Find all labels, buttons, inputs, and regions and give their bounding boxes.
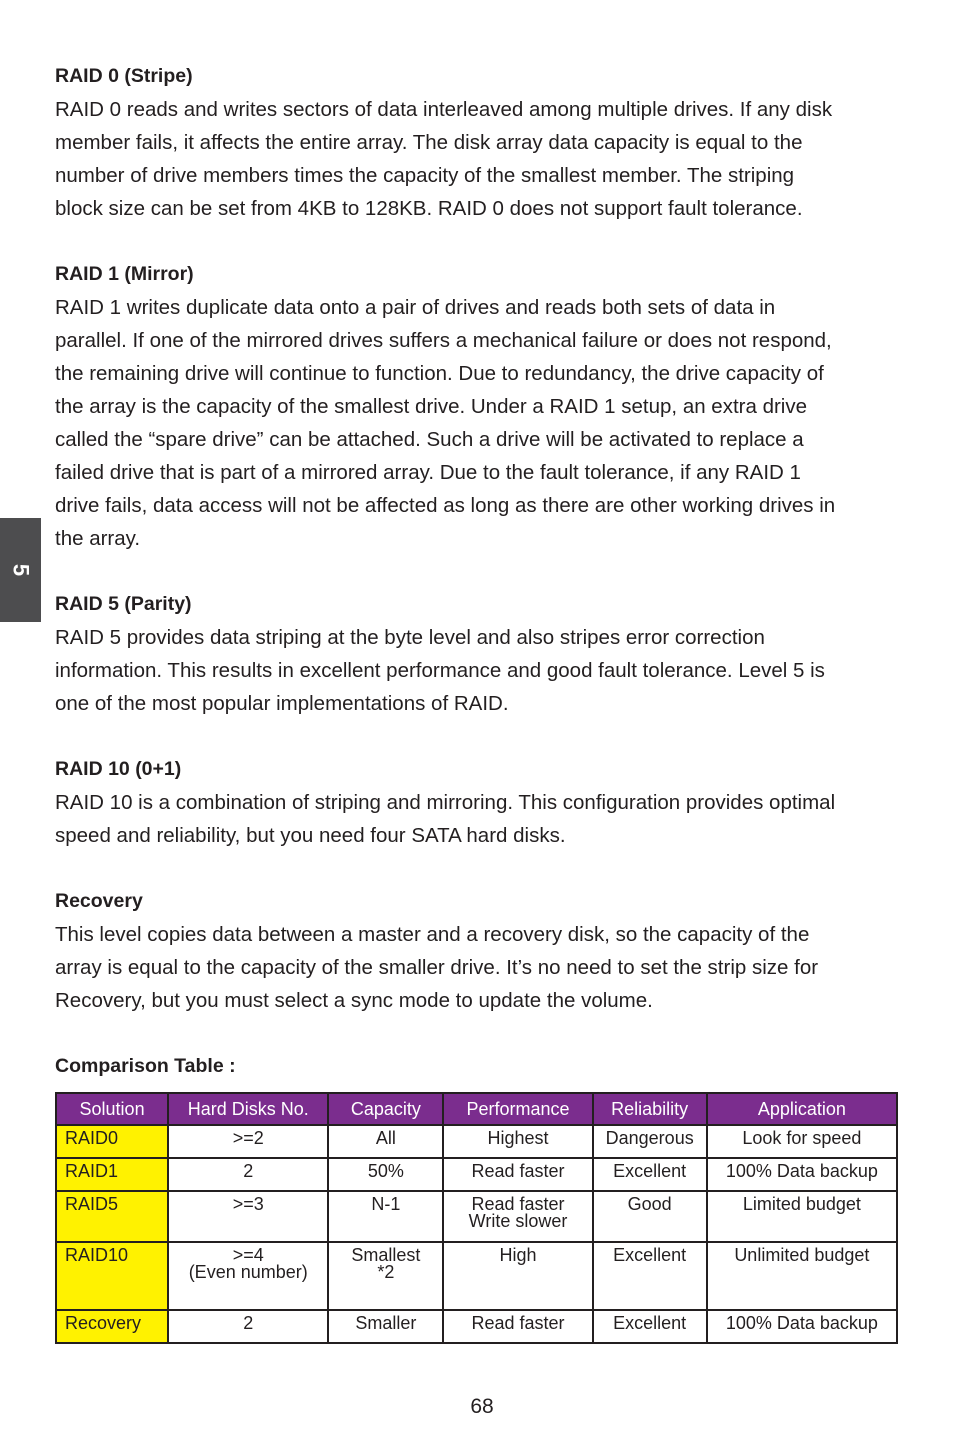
table-row — [56, 1242, 897, 1310]
section-heading: RAID 5 (Parity) — [55, 593, 192, 615]
section-raid5 — [55, 588, 905, 720]
table-row — [56, 1158, 897, 1191]
cell-line: Highest — [487, 1128, 549, 1148]
comparison-table — [55, 1092, 898, 1344]
table-cell — [168, 1125, 328, 1158]
table-cell: Look for speed — [707, 1125, 897, 1158]
section-heading: RAID 1 (Mirror) — [55, 263, 194, 285]
table-cell: Excellent — [593, 1158, 707, 1191]
table-cell: 100% Data backup — [707, 1158, 897, 1191]
table-cell: Excellent — [593, 1310, 707, 1343]
section-heading: RAID 0 (Stripe) — [55, 65, 193, 87]
chapter-tab — [0, 518, 41, 622]
text-line: the remaining drive will continue to function. Due to redundancy, the drive capacity of — [55, 362, 824, 385]
text-line: called the “spare drive” can be attached. Such a drive will be activated to replace a — [55, 428, 804, 451]
section-raid0 — [55, 60, 905, 225]
cell-line: Smallest — [351, 1245, 421, 1265]
table-cell — [328, 1158, 443, 1191]
table-cell: Limited budget — [707, 1191, 897, 1242]
cell-line: >=4 — [232, 1245, 264, 1265]
document-body — [55, 60, 905, 1083]
table-cell — [328, 1310, 443, 1343]
table-cell — [168, 1158, 328, 1191]
solution-cell: RAID5 — [56, 1191, 168, 1242]
text-line: RAID 10 is a combination of striping and mirroring. This configuration provides optimal — [55, 791, 836, 814]
text-line: one of the most popular implementations of RAID. — [55, 692, 509, 715]
text-line: failed drive that is part of a mirrored array. Due to the fault tolerance, if any RAID 1 — [55, 461, 801, 484]
section-paragraph — [55, 291, 905, 555]
cell-line: 50% — [367, 1161, 404, 1181]
table-header-row — [56, 1093, 897, 1125]
text-line: information. This results in excellent performance and good fault tolerance. Level 5 is — [55, 659, 825, 682]
text-line: number of drive members times the capacity of the smallest member. The striping — [55, 164, 795, 187]
cell-line: (Even number) — [188, 1262, 308, 1282]
cell-line: Read faster — [471, 1313, 565, 1333]
table-cell — [168, 1242, 328, 1310]
table-row — [56, 1310, 897, 1343]
section-heading: RAID 10 (0+1) — [55, 758, 182, 780]
column-header: Performance — [443, 1093, 592, 1125]
cell-line: 2 — [243, 1161, 254, 1181]
solution-cell: RAID0 — [56, 1125, 168, 1158]
column-header: Hard Disks No. — [168, 1093, 328, 1125]
text-line: array is equal to the capacity of the smaller drive. It’s no need to set the strip size for — [55, 956, 819, 979]
table-cell: Unlimited budget — [707, 1242, 897, 1310]
cell-line: >=3 — [232, 1194, 264, 1214]
table-cell — [328, 1191, 443, 1242]
text-line: member fails, it affects the entire array. The disk array data capacity is equal to the — [55, 131, 803, 154]
text-line: RAID 0 reads and writes sectors of data interleaved among multiple drives. If any disk — [55, 98, 833, 121]
cell-line: *2 — [377, 1262, 395, 1282]
table-cell: Excellent — [593, 1242, 707, 1310]
text-line: speed and reliability, but you need four SATA hard disks. — [55, 824, 566, 847]
cell-line: Write slower — [468, 1211, 568, 1231]
solution-cell: Recovery — [56, 1310, 168, 1343]
cell-line: Read faster — [471, 1194, 565, 1214]
table-cell — [328, 1125, 443, 1158]
table-cell — [443, 1191, 592, 1242]
section-paragraph — [55, 786, 905, 852]
cell-line: >=2 — [232, 1128, 264, 1148]
cell-line: N-1 — [371, 1194, 401, 1214]
text-line: RAID 1 writes duplicate data onto a pair of drives and reads both sets of data in — [55, 296, 776, 319]
section-paragraph — [55, 621, 905, 720]
table-cell — [443, 1242, 592, 1310]
column-header: Application — [707, 1093, 897, 1125]
column-header: Capacity — [328, 1093, 443, 1125]
cell-line: All — [375, 1128, 396, 1148]
section-raid10 — [55, 753, 905, 852]
table-cell — [168, 1191, 328, 1242]
chapter-tab-label: 5 — [8, 563, 34, 577]
table-row — [56, 1191, 897, 1242]
cell-line: Read faster — [471, 1161, 565, 1181]
solution-cell: RAID10 — [56, 1242, 168, 1310]
text-line: This level copies data between a master and a recovery disk, so the capacity of the — [55, 923, 810, 946]
table-cell — [443, 1158, 592, 1191]
table-cell — [443, 1125, 592, 1158]
text-line: block size can be set from 4KB to 128KB. RAID 0 does not support fault tolerance. — [55, 197, 803, 220]
text-line: the array is the capacity of the smallest drive. Under a RAID 1 setup, an extra drive — [55, 395, 808, 418]
section-paragraph — [55, 918, 905, 1017]
table-row — [56, 1125, 897, 1158]
text-line: parallel. If one of the mirrored drives suffers a mechanical failure or does not respond, — [55, 329, 832, 352]
table-cell: 100% Data backup — [707, 1310, 897, 1343]
page-number: 68 — [470, 1395, 494, 1418]
table-cell — [443, 1310, 592, 1343]
section-heading: Recovery — [55, 890, 143, 912]
text-line: Recovery, but you must select a sync mode to update the volume. — [55, 989, 653, 1012]
section-paragraph — [55, 93, 905, 225]
section-raid1 — [55, 258, 905, 555]
text-line: the array. — [55, 527, 141, 550]
table-cell — [168, 1310, 328, 1343]
column-header: Solution — [56, 1093, 168, 1125]
solution-cell: RAID1 — [56, 1158, 168, 1191]
cell-line: Smaller — [355, 1313, 417, 1333]
comparison-table-heading: Comparison Table : — [55, 1055, 236, 1077]
text-line: drive fails, data access will not be affected as long as there are other working drives in — [55, 494, 836, 517]
table-cell: Good — [593, 1191, 707, 1242]
cell-line: 2 — [243, 1313, 254, 1333]
text-line: RAID 5 provides data striping at the byte level and also stripes error correction — [55, 626, 765, 649]
table-cell: Dangerous — [593, 1125, 707, 1158]
table-cell — [328, 1242, 443, 1310]
cell-line: High — [499, 1245, 537, 1265]
column-header: Reliability — [593, 1093, 707, 1125]
section-recovery — [55, 885, 905, 1017]
